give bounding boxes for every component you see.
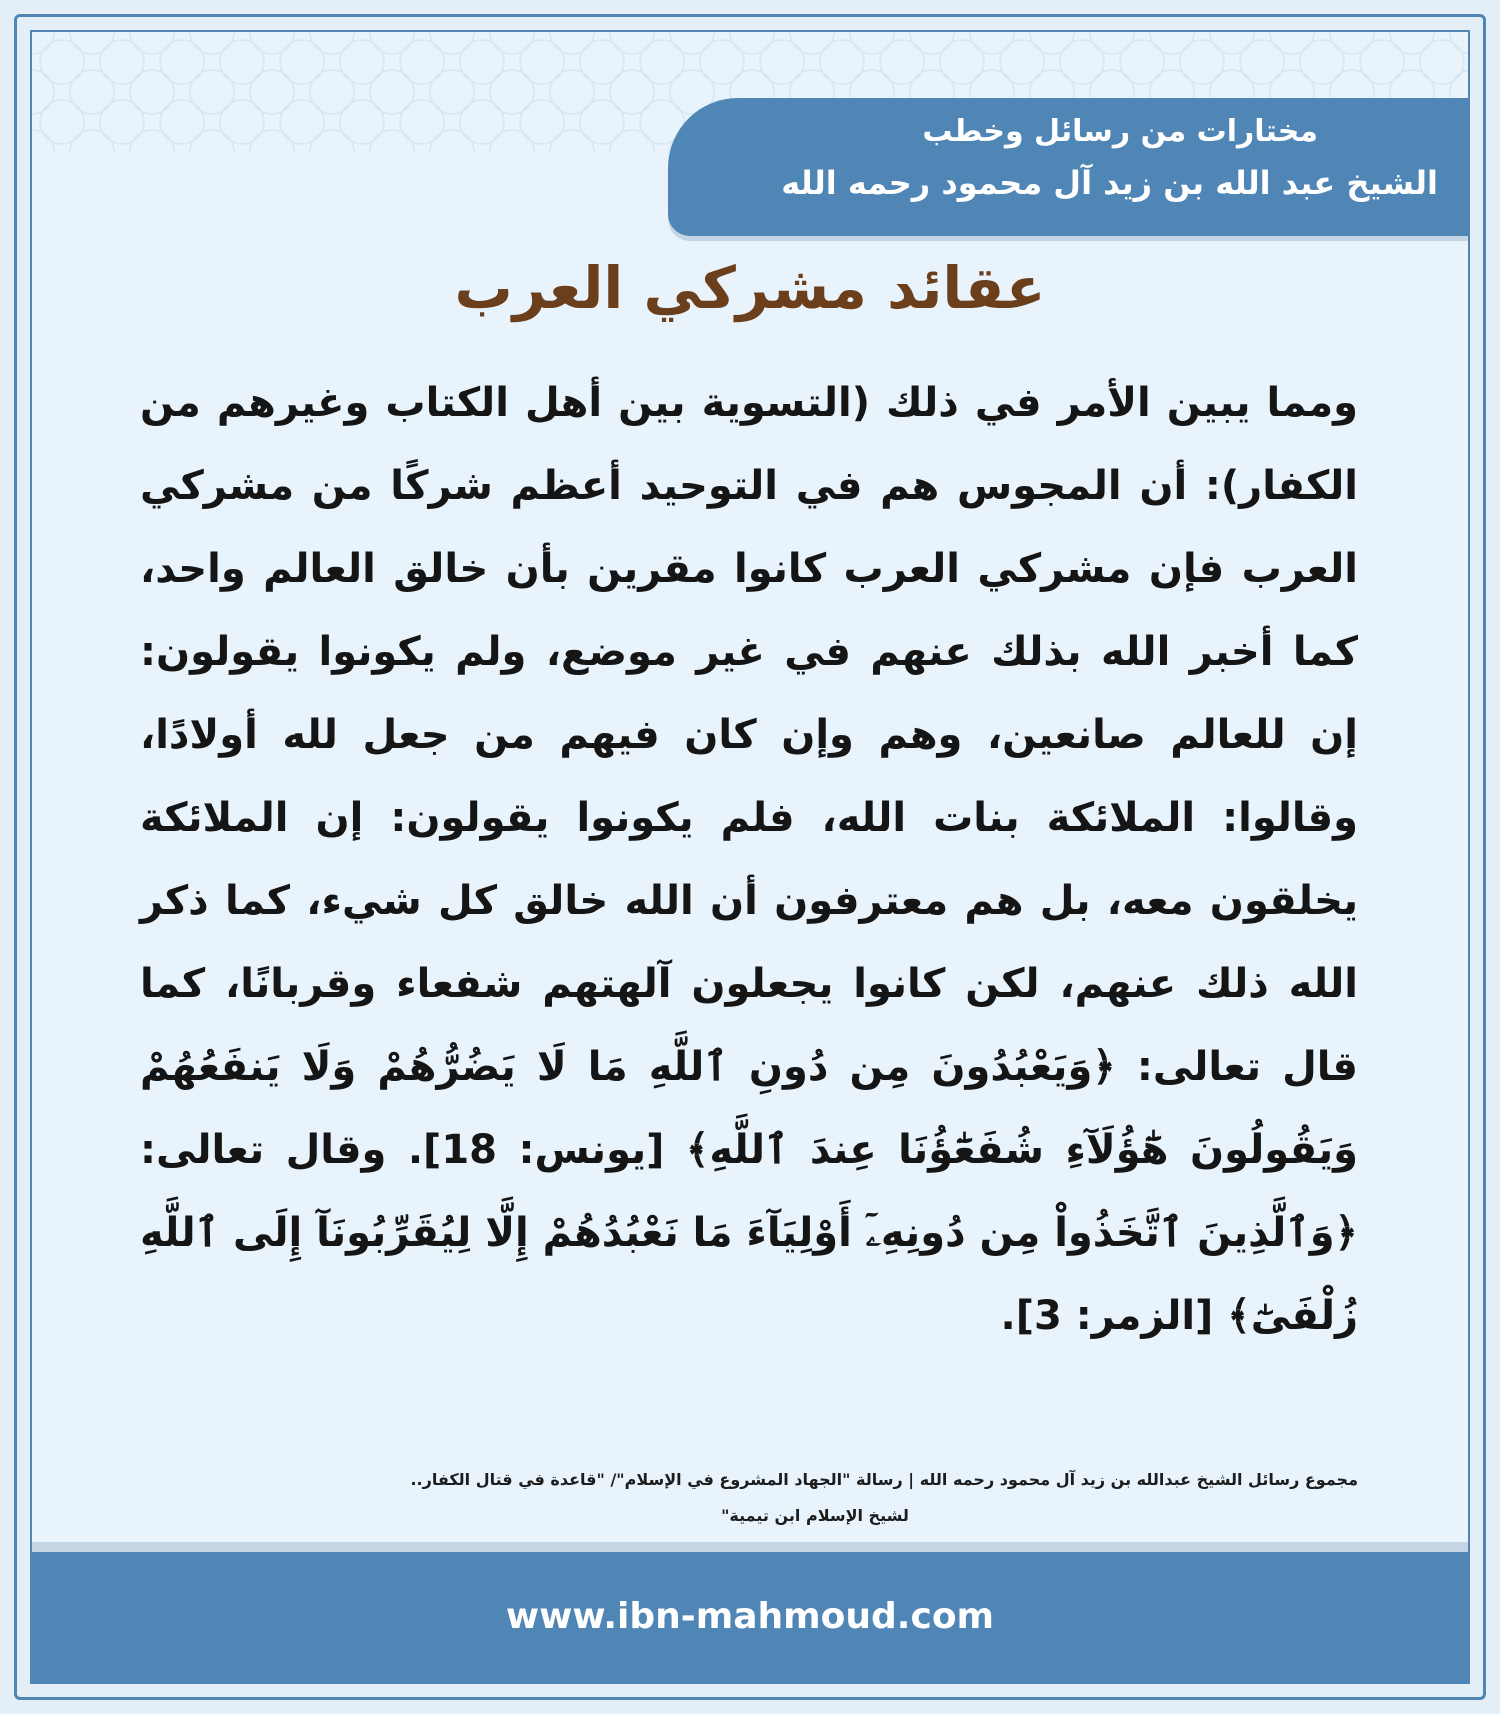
website-link[interactable]: www.ibn-mahmoud.com — [505, 1596, 995, 1637]
source-line-1: مجموع رسائل الشيخ عبدالله بن زيد آل محمود رحمه الله | رسالة "الجهاد المشروع في الإسلام"/ "قاعدة في قتال الكفار.. — [410, 1470, 1358, 1489]
inner-frame — [30, 30, 1470, 1684]
source-citation — [132, 1462, 1358, 1534]
header-band — [668, 98, 1468, 236]
header-subtitle: مختارات من رسائل وخطب — [922, 114, 1318, 149]
source-line-2: لشيخ الإسلام ابن تيمية" — [721, 1506, 909, 1525]
body-text: ومما يبين الأمر في ذلك (التسوية بين أهل الكتاب وغيرهم من الكفار): أن المجوس هم في التوحيد أعظم شركًا من مشركي العرب فإن مشركي العرب كانوا مقرين بأن خالق العالم واحد، كما أخبر الله بذلك عنهم في غير موضع، ولم يكونوا يقولون: إن للعالم صانعين، وهم وإن كان فيهم من جعل لله أولادًا، وقالوا: الملائكة بنات الله، فلم يكونوا يقولون: إن الملائكة يخلقون معه، بل هم معترفون أن الله خالق كل شيء، كما ذكر الله ذلك عنهم، لكن كانوا يجعلون آلهتهم شفعاء وقربانًا، كما قال تعالى: ﴿وَيَعْبُدُونَ مِن دُونِ ٱللَّهِ مَا لَا يَضُرُّهُمْ وَلَا يَنفَعُهُمْ وَيَقُولُونَ هَٰٓؤُلَآءِ شُفَعَٰٓؤُنَا عِندَ ٱللَّهِ﴾ [يونس: 18]. وقال تعالى: ﴿وَٱلَّذِينَ ٱتَّخَذُواْ مِن دُونِهِۦٓ أَوْلِيَآءَ مَا نَعْبُدُهُمْ إِلَّا لِيُقَرِّبُونَآ إِلَى ٱللَّهِ زُلْفَىٰٓ﴾ [الزمر: 3]. — [140, 380, 1358, 1339]
footer-bar — [32, 1552, 1468, 1682]
page-title: عقائد مشركي العرب — [454, 254, 1046, 322]
header-author: الشيخ عبد الله بن زيد آل محمود رحمه الله — [781, 164, 1438, 202]
